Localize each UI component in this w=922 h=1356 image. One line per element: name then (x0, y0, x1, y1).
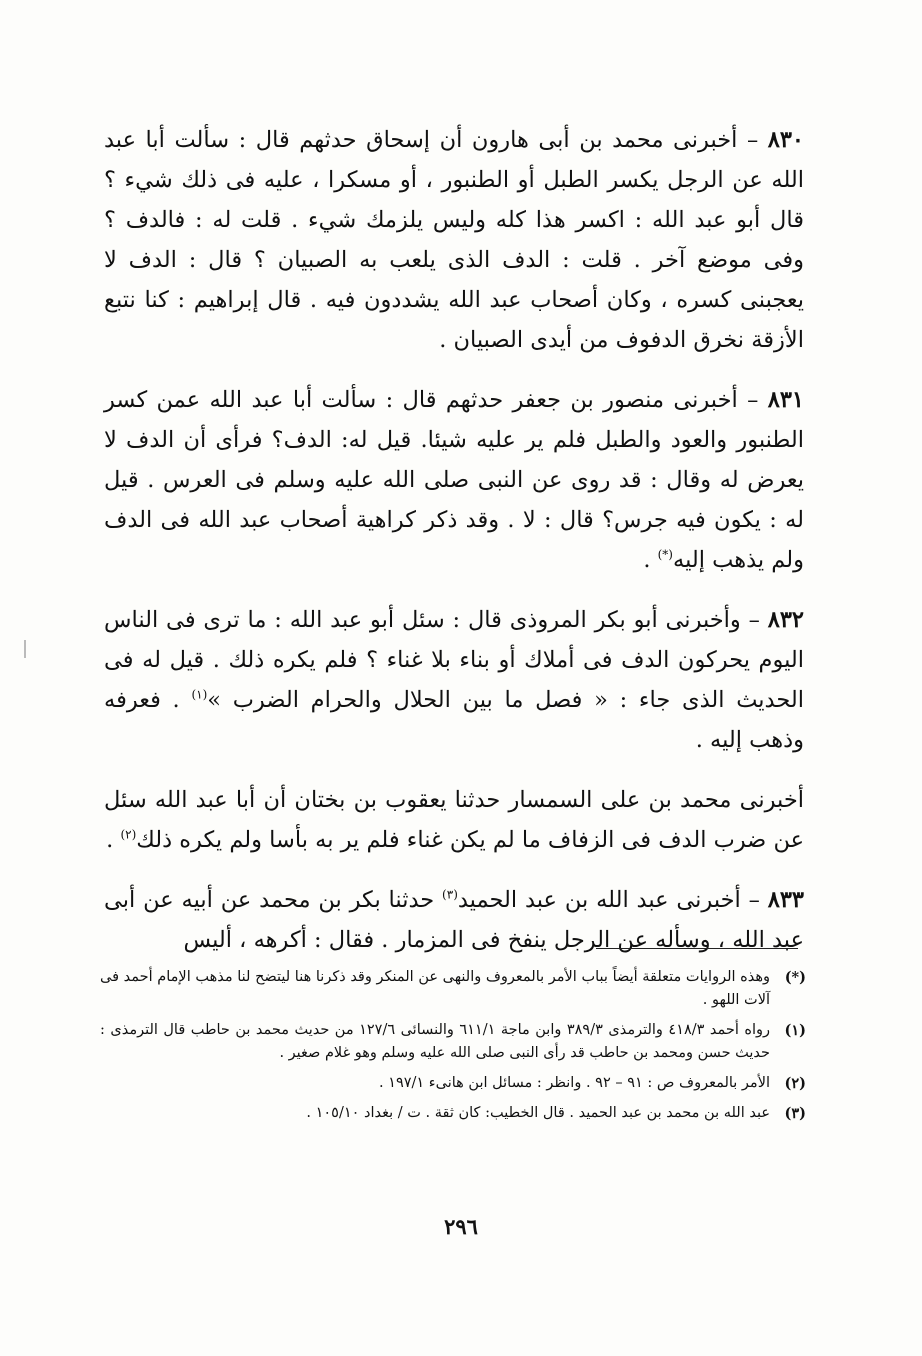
paragraph-text-end: حدثنا بكر بن محمد عن أبيه عن أبى عبد الله ، وسأله عن الرجل ينفخ فى المزمار . فقال : أكرهه ، أليس (104, 887, 804, 953)
footnote-mark: (*) (784, 969, 806, 986)
paragraph-text: – وأخبرنى أبو بكر المروذى قال : سئل أبو عبد الله : ما ترى فى الناس اليوم يحركون الدف فى أملاك أو بناء بلا غناء ؟ فلم يكره ذلك . قيل له فى الحديث الذى جاء : « فصل ما بين الحلال والحرام الضرب » (104, 607, 804, 713)
footnote-text: الأمر بالمعروف ص : ٩١ – ٩٢ . وانظر : مسائل ابن هانىء ١٩٧/١ . (378, 1075, 770, 1091)
paragraph-text: – أخبرنى منصور بن جعفر حدثهم قال : سألت أبا عبد الله عمن كسر الطنبور والعود والطبل فلم ير عليه شيئا. قيل له: الدف؟ فرأى أن الدف لا يعرض له وقال : قد روى عن النبى صلى الله عليه وسلم فى العرس . قيل له : يكون فيه جرس؟ قال : لا . وقد ذكر كراهية أصحاب عبد الله فى الدف ولم يذهب إليه (104, 387, 804, 573)
paragraph-text: – أخبرنى عبد الله بن عبد الحميد (457, 887, 768, 913)
footnote-star (100, 966, 806, 1012)
paragraph-text-end: . (106, 827, 121, 853)
footnote-2 (100, 1072, 806, 1095)
paragraph-number: ٨٣١ (767, 387, 804, 413)
footnote-reference: (٣) (442, 887, 458, 902)
page-number: ٢٩٦ (444, 1214, 478, 1239)
paragraph-832 (104, 600, 804, 760)
paragraph-number: ٨٣٣ (767, 887, 805, 913)
footnote-reference: (*) (657, 547, 673, 562)
footnote-reference: (٢) (120, 827, 137, 842)
paragraph-830 (104, 120, 804, 360)
footnote-mark: (٢) (784, 1075, 806, 1092)
paragraph-unnumbered (104, 780, 804, 860)
footnote-reference: (١) (191, 687, 208, 702)
paragraph-text: – أخبرنى محمد بن أبى هارون أن إسحاق حدثهم قال : سألت أبا عبد الله عن الرجل يكسر الطبل أو الطنبور ، أو مسكرا ، عليه فى ذلك شيء ؟ قال أبو عبد الله : اكسر هذا كله وليس يلزمك شيء . قلت له : فالدف ؟ وفى موضع آخر . قلت : الدف الذى يلعب به الصبيان ؟ قال : الدف لا يعجبنى كسره ، وكان أصحاب عبد الله يشددون فيه . قال إبراهيم : كنا نتبع الأزقة نخرق الدفوف من أيدى الصبيان . (104, 127, 804, 353)
footnote-text: رواه أحمد ٤١٨/٣ والترمذى ٣٨٩/٣ وابن ماجة ٦١١/١ والنسائى ١٢٧/٦ من حديث محمد بن حاطب قال الترمذى : حديث حسن ومحمد بن حاطب قد رأى النبى صلى الله عليه وسلم وهو غلام صغير . (100, 1022, 770, 1061)
footnote-mark: (١) (784, 1022, 806, 1039)
footnote-1 (100, 1019, 806, 1065)
paragraph-831 (104, 380, 804, 580)
paragraph-number: ٨٣٢ (767, 607, 804, 633)
footnote-mark: (٣) (784, 1105, 806, 1122)
paragraph-text-end: . (643, 547, 658, 573)
main-text (104, 120, 804, 980)
scan-margin-mark (24, 640, 26, 658)
paragraph-text-end: . فعرفه وذهب إليه . (104, 687, 804, 753)
footnote-divider (596, 948, 798, 949)
paragraph-number: ٨٣٠ (767, 127, 804, 153)
footnotes (100, 966, 806, 1132)
footnote-text: وهذه الروايات متعلقة أيضاً بباب الأمر بالمعروف والنهى عن المنكر وقد ذكرنا هنا ليتضح لنا مذهب الإمام أحمد فى آلات اللهو . (100, 969, 770, 1008)
footnote-3 (100, 1102, 806, 1125)
paragraph-text: أخبرنى محمد بن على السمسار حدثنا يعقوب بن بختان أن أبا عبد الله سئل عن ضرب الدف فى الزفاف ما لم يكن غناء فلم ير به بأسا ولم يكره ذلك (104, 787, 804, 853)
footnote-text: عبد الله بن محمد بن عبد الحميد . قال الخطيب: كان ثقة . ت / بغداد ١٠٥/١٠ . (306, 1105, 770, 1121)
